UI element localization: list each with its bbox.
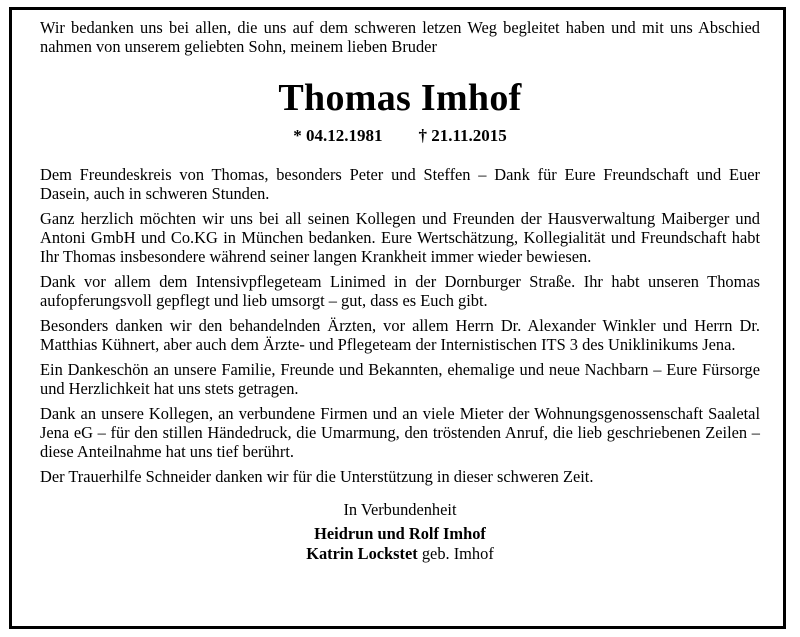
signer-sister-maiden-name: geb. Imhof	[421, 544, 494, 563]
life-dates	[40, 126, 760, 146]
closing-block	[40, 500, 760, 564]
thanks-paragraph-tenants: Dank an unsere Kollegen, an verbundene Firmen und an viele Mieter der Wohnungsgenossenschaft Saaletal Jena eG – für den stillen Händedruck, die Umarmung, den tröstenden Anruf, die lieb geschriebenen Zeilen – diese Anteilnahme hat uns tief berührt.	[40, 404, 760, 461]
closing-greeting: In Verbundenheit	[343, 500, 457, 519]
thanks-paragraph-funeral-service: Der Trauerhilfe Schneider danken wir für die Unterstützung in dieser schweren Zeit.	[40, 467, 594, 486]
intro-text: Wir bedanken uns bei allen, die uns auf dem schweren letzen Weg begleitet haben und mit uns Abschied nahmen von unserem geliebten Sohn, meinem lieben Bruder	[40, 18, 760, 56]
thanks-paragraph-doctors: Besonders danken wir den behandelnden Ärzten, vor allem Herrn Dr. Alexander Winkler und Herrn Dr. Matthias Kühnert, aber auch dem Ärzte- und Pflegeteam der Internistischen ITS 3 des Uniklinikums Jena.	[40, 316, 760, 354]
deceased-name: Thomas Imhof	[278, 77, 522, 119]
death-date: † 21.11.2015	[418, 126, 507, 145]
birth-date: * 04.12.1981	[293, 126, 383, 145]
thanks-paragraph-care-team: Dank vor allem dem Intensivpflegeteam Linimed in der Dornburger Straße. Ihr habt unseren Thomas aufopferungsvoll gepflegt und lieb umsorgt – gut, dass es Euch gibt.	[40, 272, 760, 310]
signer-sister-name: Katrin Lockstet	[306, 544, 418, 563]
announcement-content	[40, 18, 760, 564]
signer-sister	[40, 544, 760, 564]
thanks-paragraph-friends: Dem Freundeskreis von Thomas, besonders Peter und Steffen – Dank für Eure Freundschaft und Euer Dasein, auch in schweren Stunden.	[40, 165, 760, 203]
signer-parents: Heidrun und Rolf Imhof	[314, 524, 486, 543]
thanks-paragraph-family: Ein Dankeschön an unsere Familie, Freunde und Bekannten, ehemalige und neue Nachbarn – Eure Fürsorge und Herzlichkeit hat uns stets getragen.	[40, 360, 760, 398]
thanks-paragraph-colleagues: Ganz herzlich möchten wir uns bei all seinen Kollegen und Freunden der Hausverwaltung Maiberger und Antoni GmbH und Co.KG in München bedanken. Eure Wertschätzung, Kollegialität und Freundschaft habt Ihr Thomas insbesondere während seiner langen Krankheit immer wieder bewiesen.	[40, 209, 760, 266]
